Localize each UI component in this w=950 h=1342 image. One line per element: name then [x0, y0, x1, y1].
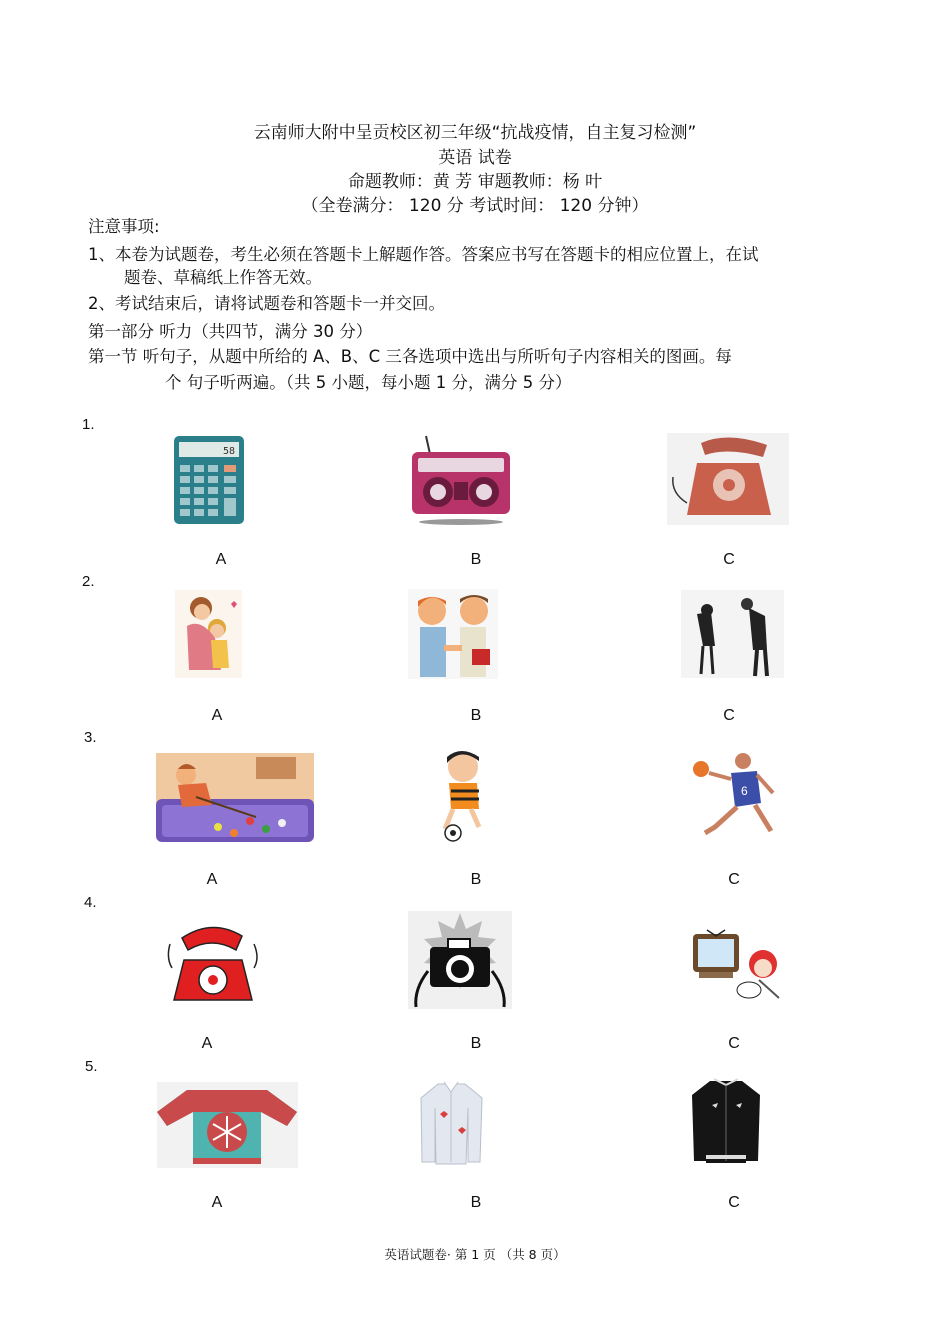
option-letter: B — [470, 1035, 482, 1052]
section-1-instructions-cont: 个 句子听两遍。（共 5 小题，每小题 1 分，满分 5 分） — [165, 373, 572, 392]
radio-icon[interactable] — [408, 434, 514, 526]
exam-teachers: 命题教师：黄 芳 审题教师：杨 叶 — [347, 172, 603, 192]
bow-icon[interactable] — [681, 590, 784, 678]
telephone-icon[interactable] — [667, 433, 789, 525]
handshake-icon[interactable] — [408, 589, 498, 679]
option-letter: A — [211, 707, 223, 724]
camera-icon[interactable] — [408, 911, 512, 1009]
note-item-1: 1、本卷为试题卷，考生必须在答题卡上解题作答。答案应书写在答题卡的相应位置上，在试 — [88, 245, 759, 264]
question-number: 1. — [82, 416, 95, 433]
option-letter: B — [470, 551, 482, 568]
option-letter: C — [728, 871, 740, 888]
soccer-icon[interactable] — [431, 749, 503, 844]
option-letter: B — [470, 871, 482, 888]
hug-icon[interactable] — [175, 590, 242, 678]
watching-tv-icon[interactable] — [689, 924, 791, 1006]
option-letter: C — [728, 1035, 740, 1052]
option-letter: A — [206, 871, 218, 888]
page-footer: 英语试题卷· 第 1 页 （共 8 页） — [384, 1247, 566, 1262]
question-number: 5. — [85, 1058, 98, 1075]
exam-score-time: （全卷满分： 120 分 考试时间： 120 分钟） — [301, 196, 649, 216]
note-item-2: 2、考试结束后，请将试题卷和答题卡一并交回。 — [88, 294, 445, 313]
option-letter: B — [470, 1194, 482, 1211]
note-item-1-cont: 题卷、草稿纸上作答无效。 — [124, 268, 322, 287]
option-letter: B — [470, 707, 482, 724]
calculator-icon[interactable] — [173, 435, 245, 525]
option-letter: A — [215, 551, 227, 568]
option-letter: A — [201, 1035, 213, 1052]
question-number: 3. — [84, 729, 97, 746]
exam-title: 云南师大附中呈贡校区初三年级“抗战疫情，自主复习检测” — [253, 123, 697, 143]
jacket-icon[interactable] — [690, 1075, 762, 1165]
shirt-icon[interactable] — [420, 1078, 483, 1166]
section-1-instructions: 第一节 听句子，从题中所给的 A、B、C 三各选项中选出与所听句子内容相关的图画。每 — [88, 347, 732, 366]
billiards-icon[interactable] — [156, 753, 314, 842]
calculator-display: 58 — [222, 446, 235, 457]
notes-heading: 注意事项: — [88, 217, 160, 236]
question-number: 4. — [84, 894, 97, 911]
option-letter: A — [211, 1194, 223, 1211]
basketball-icon[interactable] — [681, 749, 795, 844]
question-number: 2. — [82, 573, 95, 590]
sweater-icon[interactable] — [157, 1082, 298, 1168]
option-letter: C — [723, 551, 735, 568]
option-letter: C — [723, 707, 735, 724]
svg-text:6: 6 — [741, 784, 748, 798]
option-letter: C — [728, 1194, 740, 1211]
exam-subject: 英语 试卷 — [438, 148, 512, 168]
part-1-heading: 第一部分 听力（共四节，满分 30 分） — [88, 322, 373, 341]
ringing-phone-icon[interactable] — [166, 918, 260, 1008]
